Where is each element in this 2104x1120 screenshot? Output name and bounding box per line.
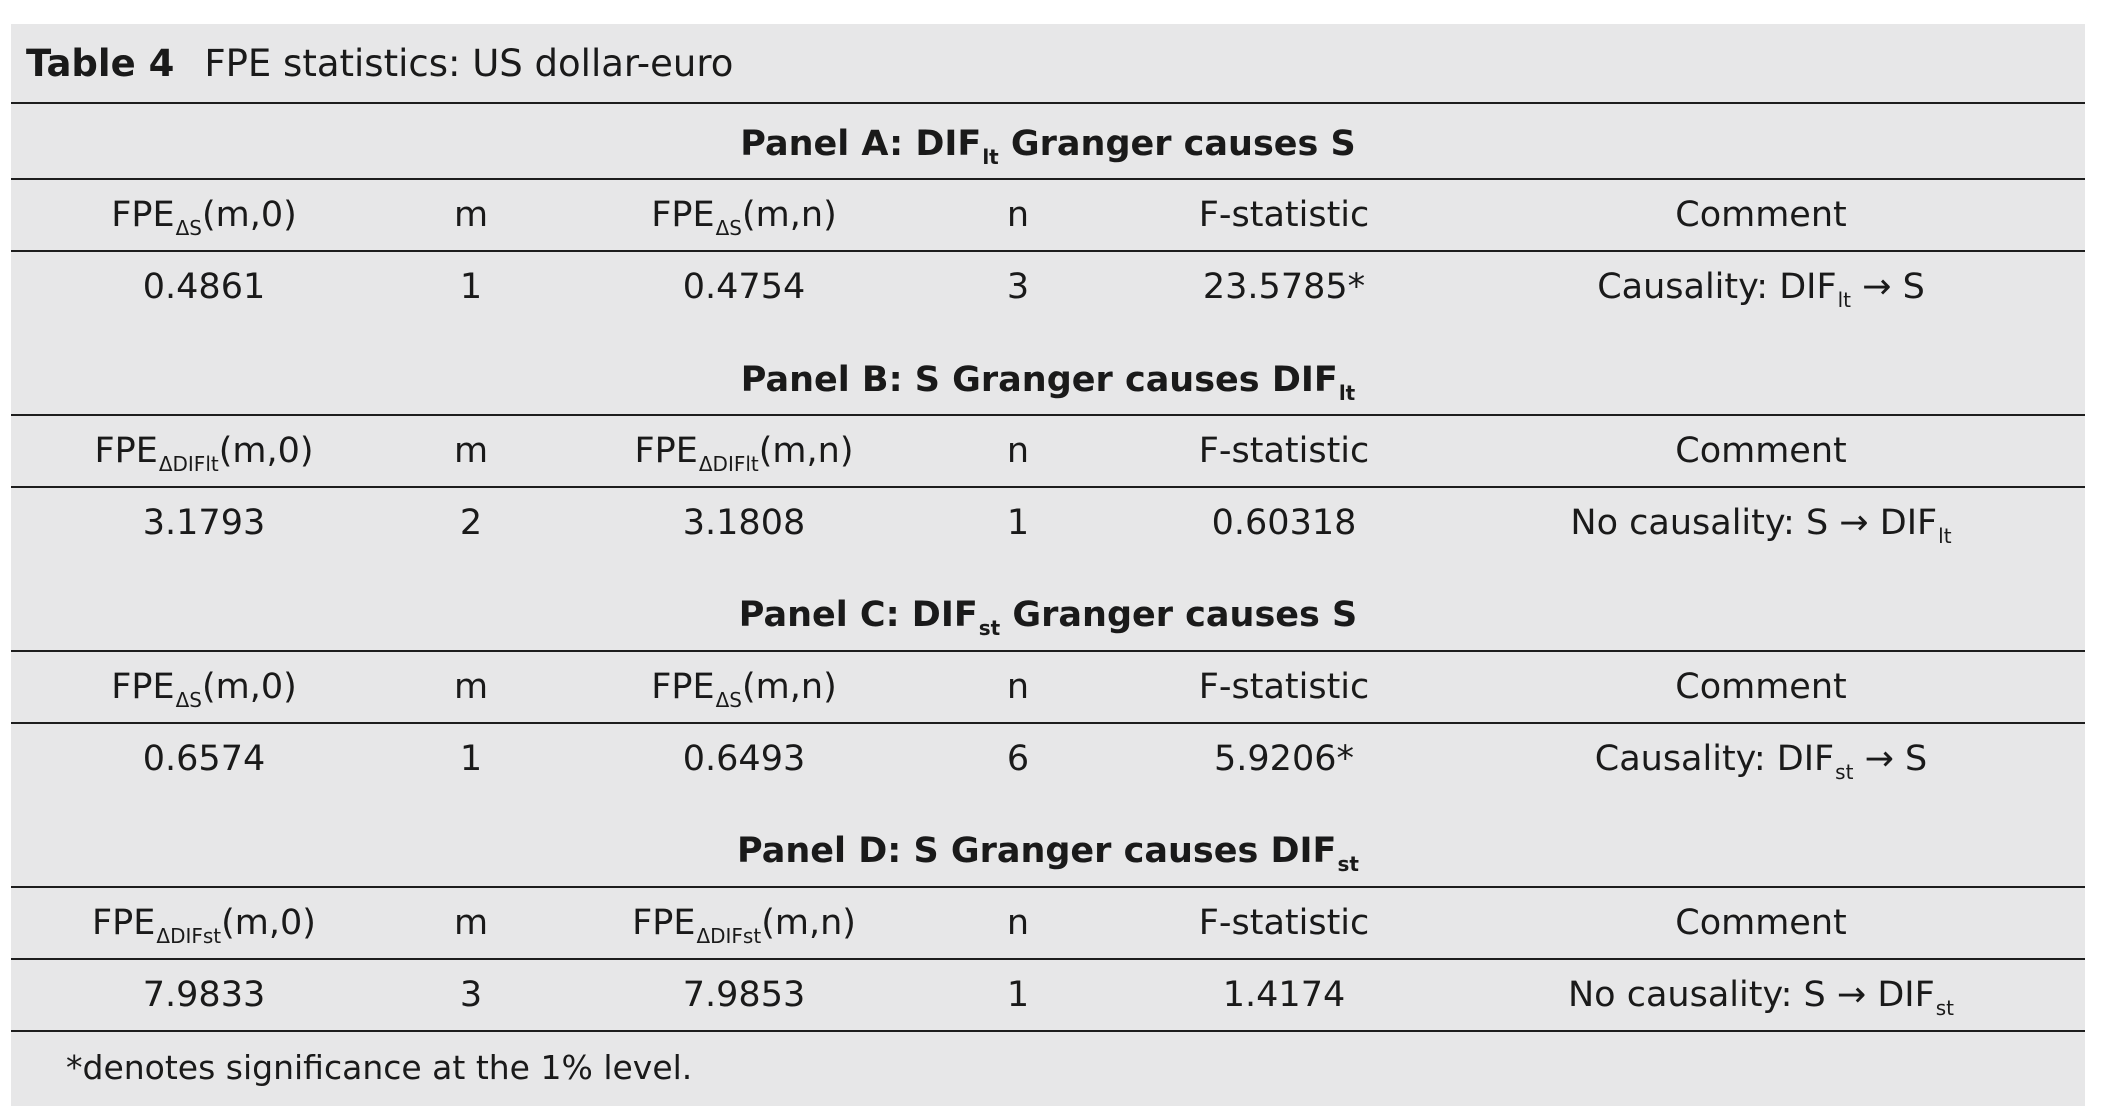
panel-a-data-row [11,252,2085,322]
panel-c-header-row [11,652,2085,722]
header-comment: Comment [1675,903,1847,943]
value-comment: No causality: $S \to DIF_{lt}$ [1570,503,1952,548]
header-fpe-m0: $FPE_{\Delta S}(m,0)$ [111,667,297,712]
header-fpe-m0: $FPE_{\Delta S}(m,0)$ [111,195,297,240]
value-n: 1 [1006,503,1030,543]
header-f-statistic: F-statistic [1198,903,1370,943]
header-fpe-mn: $FPE_{\Delta S}(m,n)$ [651,195,837,240]
value-f-statistic: 1.4174 [1222,975,1346,1015]
panel-c-title-sub: st [978,616,1001,640]
panel-d-title [11,827,2085,879]
panel-a-title-main: Panel A: DIF [740,124,982,164]
value-fpe-m0: 3.1793 [142,503,266,543]
header-f-statistic: F-statistic [1198,431,1370,471]
panel-b-title-sub: lt [1338,381,1356,405]
header-m: m [453,667,489,707]
value-m: 1 [459,267,483,307]
header-n: n [1006,667,1030,707]
panel-d-data-row [11,960,2085,1030]
header-comment: Comment [1675,195,1847,235]
panel-d-title-sub: st [1337,852,1359,876]
panel-c-title-main: Panel C: DIF [738,595,978,635]
value-fpe-mn: 3.1808 [682,503,806,543]
value-m: 3 [459,975,483,1015]
panel-a-title-sub: lt [982,145,999,169]
table-caption [26,38,733,90]
panel-a-title [11,120,2085,172]
value-fpe-mn: 7.9853 [682,975,806,1015]
value-f-statistic: 0.60318 [1211,503,1357,543]
value-comment: No causality: $S \to DIF_{st}$ [1568,975,1954,1020]
header-fpe-mn: $FPE_{\Delta S}(m,n)$ [651,667,837,712]
rule-top [11,102,2085,104]
header-comment: Comment [1675,431,1847,471]
value-comment: Causality: $DIF_{lt} \to S$ [1597,267,1925,312]
panel-a-header-row [11,180,2085,250]
panel-a-title-rest: Granger causes S [998,124,1356,164]
panel-d-header-row [11,888,2085,958]
table-title: FPE statistics: US dollar-euro [204,42,734,85]
value-n: 1 [1006,975,1030,1015]
panel-c-title [11,591,2085,643]
panel-b-title-main: Panel B: S Granger causes DIF [740,360,1338,400]
panel-c-title-rest: Granger causes S [1000,595,1358,635]
value-fpe-mn: 0.4754 [682,267,806,307]
value-n: 6 [1006,739,1030,779]
header-m: m [453,903,489,943]
rule-bottom [11,1030,2085,1032]
header-n: n [1006,903,1030,943]
header-fpe-m0: $FPE_{\Delta DIFst}(m,0)$ [92,903,316,948]
header-n: n [1006,431,1030,471]
table-number: Table 4 [26,42,175,85]
panel-b-header-row [11,416,2085,486]
panel-b-title [11,356,2085,408]
header-m: m [453,431,489,471]
header-fpe-m0: $FPE_{\Delta DIFlt}(m,0)$ [94,431,314,476]
value-n: 3 [1006,267,1030,307]
panel-d-title-main: Panel D: S Granger causes DIF [737,831,1337,871]
value-fpe-m0: 0.4861 [142,267,266,307]
footnote: *denotes significance at the 1% level. [66,1048,693,1087]
value-comment: Causality: $DIF_{st} \to S$ [1594,739,1928,784]
header-fpe-mn: $FPE_{\Delta DIFlt}(m,n)$ [634,431,854,476]
header-comment: Comment [1675,667,1847,707]
value-fpe-mn: 0.6493 [682,739,806,779]
header-f-statistic: F-statistic [1198,667,1370,707]
header-fpe-mn: $FPE_{\Delta DIFst}(m,n)$ [632,903,856,948]
value-fpe-m0: 7.9833 [142,975,266,1015]
panel-b-data-row [11,488,2085,558]
value-f-statistic: 5.9206* [1214,739,1354,779]
header-n: n [1006,195,1030,235]
header-f-statistic: F-statistic [1198,195,1370,235]
value-f-statistic: 23.5785* [1202,267,1366,307]
value-m: 2 [459,503,483,543]
panel-c-data-row [11,724,2085,794]
header-m: m [453,195,489,235]
value-m: 1 [459,739,483,779]
value-fpe-m0: 0.6574 [142,739,266,779]
